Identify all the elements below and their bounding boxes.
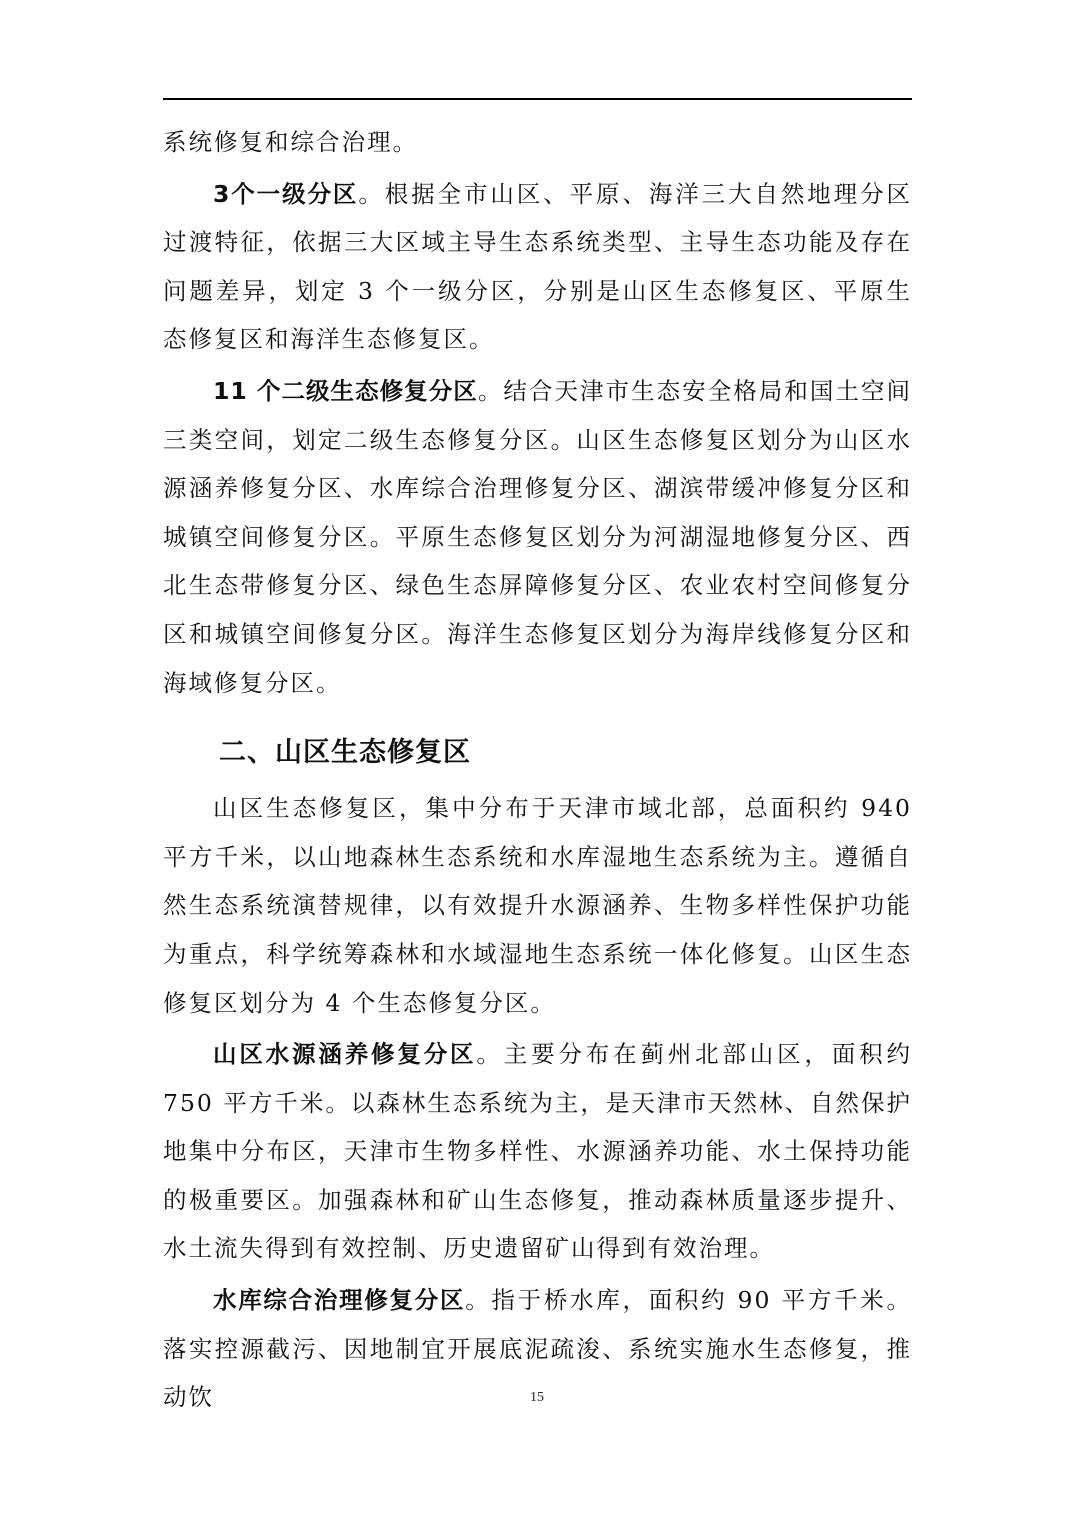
paragraph-text: 。结合天津市生态安全格局和国土空间三类空间，划定二级生态修复分区。山区生态修复区划分为山区水源涵养修复分区、水库综合治理修复分区、湖滨带缓冲修复分区和城镇空间修复分区。平原生态修复区划分为河湖湿地修复分区、西北生态带修复分区、绿色生态屏障修复分区、农业农村空间修复分区和城镇空间修复分区。海洋生态修复区划分为海岸线修复分区和海域修复分区。 [163,376,912,697]
document-body [163,118,912,1425]
paragraph-lead: 11 个二级生态修复分区 [213,376,478,405]
paragraph-lead: 山区水源涵养修复分区 [213,1040,477,1069]
paragraph-second-level-zones [163,367,912,707]
paragraph-text: 。指于桥水库，面积约 90 平方千米。落实控源截污、因地制宜开展底泥疏浚、系统实施水生态修复，推动饮 [163,1286,913,1412]
header-rule [163,98,912,100]
paragraph-mountain-zone: 山区生态修复区，集中分布于天津市域北部，总面积约 940 平方千米，以山地森林生态系统和水库湿地生态系统为主。遵循自然生态系统演替规律，以有效提升水源涵养、生物多样性保护功能为重点，科学统筹森林和水域湿地生态系统一体化修复。山区生态修复区划分为 4 个生态修复分区。 [163,794,912,1017]
paragraph-lead: 水库综合治理修复分区 [213,1286,466,1315]
section-heading: 二、山区生态修复区 [219,737,471,769]
paragraph-text: 。主要分布在蓟州北部山区，面积约 750 平方千米。以森林生态系统为主，是天津市天然林、自然保护地集中分布区，天津市生物多样性、水源涵养功能、水土保持功能的极重要区。加强森林和矿山生态修复，推动森林质量逐步提升、水土流失得到有效控制、历史遗留矿山得到有效治理。 [163,1040,913,1263]
paragraph-water-conservation-zone [163,1030,912,1273]
paragraph-lead: 3个一级分区 [213,179,359,208]
paragraph-first-level-zones [163,170,912,364]
page-number: 15 [530,1390,544,1405]
paragraph-continuation: 系统修复和综合治理。 [163,128,418,156]
paragraph-text: 。根据全市山区、平原、海洋三大自然地理分区过渡特征，依据三大区域主导生态系统类型、主导生态功能及存在问题差异，划定 3 个一级分区，分别是山区生态修复区、平原生态修复区和海洋生态修复区。 [163,179,912,354]
